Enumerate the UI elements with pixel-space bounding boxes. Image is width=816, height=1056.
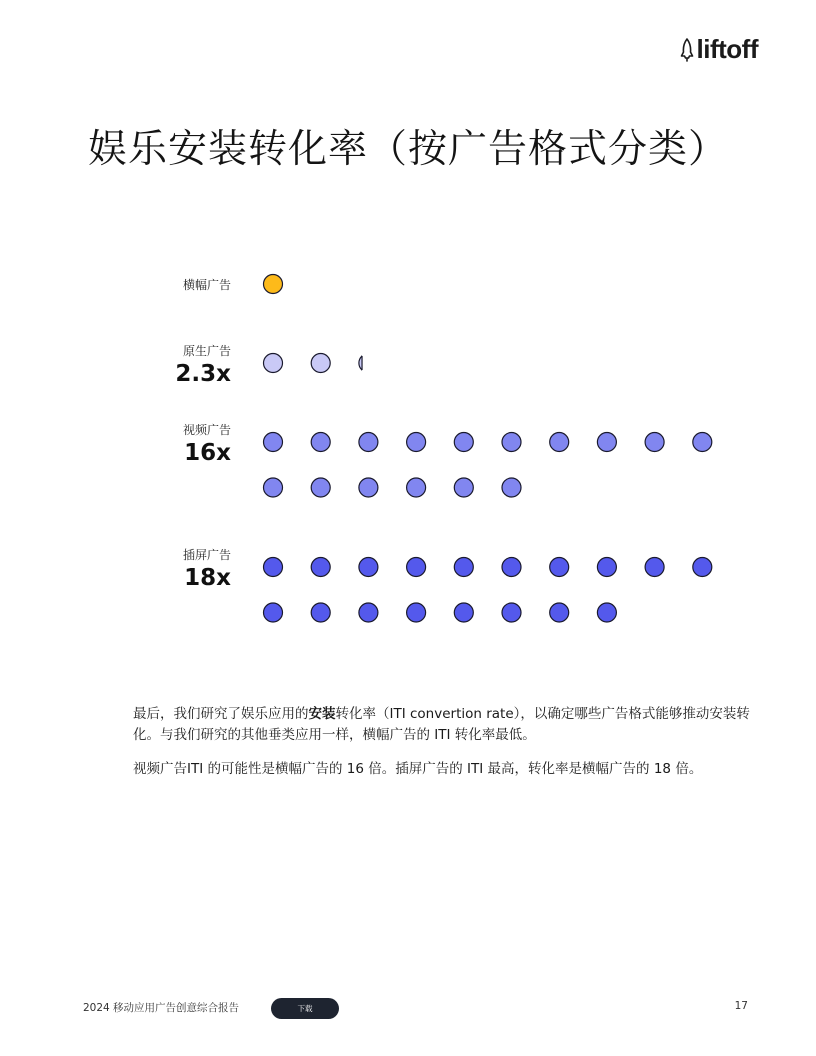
data-dot [407, 478, 426, 497]
data-dot [454, 478, 473, 497]
data-dot [454, 603, 473, 622]
data-dot [502, 478, 521, 497]
data-dot [454, 558, 473, 577]
data-dot [502, 433, 521, 452]
data-dot [311, 433, 330, 452]
data-dot [359, 558, 378, 577]
data-dot [407, 433, 426, 452]
data-dot [264, 275, 283, 294]
data-dot [597, 558, 616, 577]
body-text [133, 704, 763, 793]
data-dot [645, 433, 664, 452]
row-multiplier: 18x [184, 565, 231, 591]
data-dot [550, 558, 569, 577]
row-label: 视频广告 [182, 423, 231, 437]
data-dot [359, 478, 378, 497]
row-label: 横幅广告 [182, 278, 231, 292]
footer-report-title: 2024 移动应用广告创意综合报告 [83, 1002, 240, 1014]
data-dot [311, 478, 330, 497]
paragraph-2: 视频广告ITI 的可能性是横幅广告的 16 倍。插屏广告的 ITI 最高，转化率是横幅广告的 18 倍。 [133, 761, 703, 777]
data-dot [311, 354, 330, 373]
page-title: 娱乐安装转化率（按广告格式分类） [87, 127, 728, 172]
p1-bold-text: 安装 [308, 706, 336, 722]
data-dot [311, 558, 330, 577]
data-dot [311, 603, 330, 622]
download-button[interactable]: 下载 [271, 998, 339, 1019]
row-label: 插屏广告 [182, 548, 231, 562]
data-dot [550, 433, 569, 452]
p1-text-b: 转化率（ITI convertion rate），以确定哪些广告格式能够推动安装转化。与我们研究的其他垂类应用一样，横幅广告的 ITI 转化率最低。 [133, 706, 750, 743]
data-dot [264, 558, 283, 577]
data-dot [407, 603, 426, 622]
data-dot [454, 433, 473, 452]
data-dot [502, 603, 521, 622]
data-dot [597, 433, 616, 452]
data-dot [264, 354, 283, 373]
data-dot [693, 558, 712, 577]
row-label: 原生广告 [182, 344, 231, 358]
row-multiplier: 2.3x [175, 361, 231, 387]
data-dot [264, 433, 283, 452]
data-dot [550, 603, 569, 622]
p1-text-a: 最后，我们研究了娱乐应用的 [133, 706, 309, 722]
data-dot [502, 558, 521, 577]
data-dot [359, 433, 378, 452]
data-dot [264, 603, 283, 622]
page-number: 17 [734, 1000, 748, 1012]
data-dot [359, 603, 378, 622]
paragraph-1 [133, 704, 763, 746]
row-multiplier: 16x [184, 440, 231, 466]
data-dot [597, 603, 616, 622]
partial-data-dot [359, 354, 378, 373]
data-dot [264, 478, 283, 497]
brand-name: liftoff [696, 34, 758, 64]
data-dot [693, 433, 712, 452]
data-dot [407, 558, 426, 577]
data-dot [645, 558, 664, 577]
